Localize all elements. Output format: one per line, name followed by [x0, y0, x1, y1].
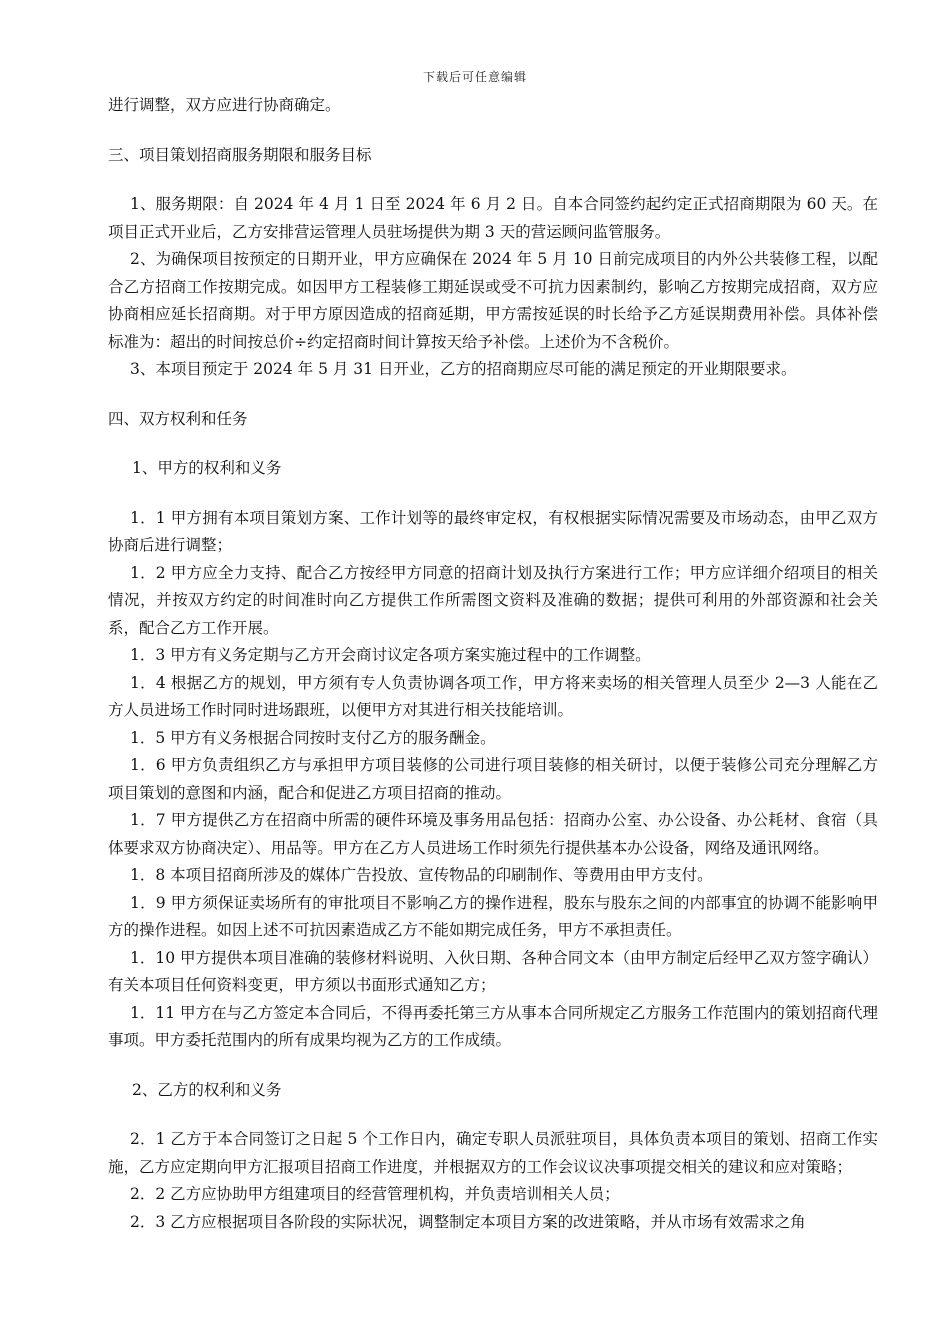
- subsection-heading: 1、甲方的权利和义务: [132, 459, 282, 477]
- clause-item: 1、服务期限：自 2024 年 4 月 1 日至 2024 年 6 月 2 日。自本合同签约起约定正式招商期限为 60 天。在项目正式开业后，乙方安排营运管理人员驻场提供为期 3 天的营运顾问监管服务。: [108, 195, 878, 241]
- paragraph-spacer: [108, 483, 878, 505]
- page-header: 下载后可任意编辑: [422, 70, 527, 84]
- clause-item: 1．8 本项目招商所涉及的媒体广告投放、宣传物品的印刷制作、等费用由甲方支付。: [130, 866, 713, 884]
- clause-item: 2．3 乙方应根据项目各阶段的实际状况，调整制定本项目方案的改进策略，并从市场有效需求之角: [130, 1212, 806, 1231]
- document-body: [108, 92, 878, 1236]
- subsection-heading: 2、乙方的权利和义务: [132, 1080, 282, 1099]
- clause-item: 1．3 甲方有义务定期与乙方开会商讨议定各项方案实施过程中的工作调整。: [130, 646, 651, 664]
- paragraph-spacer: [108, 120, 878, 142]
- section-heading: 三、项目策划招商服务期限和服务目标: [108, 145, 372, 164]
- paragraph-spacer: [108, 384, 878, 406]
- clause-item: 1．2 甲方应全力支持、配合乙方按经甲方同意的招商计划及执行方案进行工作；甲方应详细介绍项目的相关情况，并按双方约定的时间准时向乙方提供工作所需图文资料及准确的数据；提供可利用的外部资源和社会关系，配合乙方工作开展。: [108, 563, 878, 637]
- clause-item: 1．11 甲方在与乙方签定本合同后，不得再委托第三方从事本合同所规定乙方服务工作范围内的策划招商代理事项。甲方委托范围内的所有成果均视为乙方的工作成绩。: [108, 1003, 878, 1049]
- clause-item: 1．1 甲方拥有本项目策划方案、工作计划等的最终审定权，有权根据实际情况需要及市场动态，由甲乙双方协商后进行调整；: [108, 508, 878, 554]
- clause-item: 1．6 甲方负责组织乙方与承担甲方项目装修的公司进行项目装修的相关研讨，以便于装修公司充分理解乙方项目策划的意图和内涵，配合和促进乙方项目招商的推动。: [108, 756, 878, 802]
- clause-item: 2．1 乙方于本合同签订之日起 5 个工作日内，确定专职人员派驻项目，具体负责本项目的策划、招商工作实施，乙方应定期向甲方汇报项目招商工作进度，并根据双方的工作会议议决事项提交相关的建议和应对策略；: [108, 1130, 878, 1176]
- paragraph-spacer: [108, 169, 878, 191]
- section-heading: 四、双方权利和任务: [108, 409, 248, 428]
- clause-item: 1．7 甲方提供乙方在招商中所需的硬件环境及事务用品包括：招商办公室、办公设备、办公耗材、食宿（具体要求双方协商决定）、用品等。甲方在乙方人员进场工作时须先行提供基本办公设备，网络及通讯网络。: [108, 811, 878, 857]
- clause-item: 1．4 根据乙方的规划，甲方须有专人负责协调各项工作，甲方将来卖场的相关管理人员至少 2—3 人能在乙方人员进场工作时同时进场跟班，以便甲方对其进行相关技能培训。: [108, 673, 878, 719]
- clause-item: 3、本项目预定于 2024 年 5 月 31 日开业，乙方的招商期应尽可能的满足预定的开业期限要求。: [130, 360, 797, 378]
- clause-item: 2、为确保项目按预定的日期开业，甲方应确保在 2024 年 5 月 10 日前完成项目的内外公共装修工程，以配合乙方招商工作按期完成。如因甲方工程装修工期延误或受不可抗力因素制约，影响乙方按期完成招商，双方应协商相应延长招商期。对于甲方原因造成的招商延期，甲方需按延误的时长给予乙方延误期费用补偿。具体补偿标准为：超出的时间按总价÷约定招商时间计算按天给予补偿。上述价为不含税价。: [108, 250, 878, 351]
- paragraph-spacer: [108, 433, 878, 455]
- paragraph-spacer: [108, 1055, 878, 1077]
- paragraph: 进行调整，双方应进行协商确定。: [108, 96, 341, 114]
- clause-item: 2．2 乙方应协助甲方组建项目的经营管理机构，并负责培训相关人员；: [130, 1185, 620, 1203]
- clause-item: 1．9 甲方须保证卖场所有的审批项目不影响乙方的操作进程，股东与股东之间的内部事宜的协调不能影响甲方的操作进程。如因上述不可抗因素造成乙方不能如期完成任务，甲方不承担责任。: [108, 893, 878, 939]
- clause-item: 1．5 甲方有义务根据合同按时支付乙方的服务酬金。: [130, 728, 496, 747]
- paragraph-spacer: [108, 1104, 878, 1126]
- clause-item: 1．10 甲方提供本项目准确的装修材料说明、入伙日期、各种合同文本（由甲方制定后经甲乙双方签字确认）有关本项目任何资料变更，甲方须以书面形式通知乙方；: [108, 948, 878, 994]
